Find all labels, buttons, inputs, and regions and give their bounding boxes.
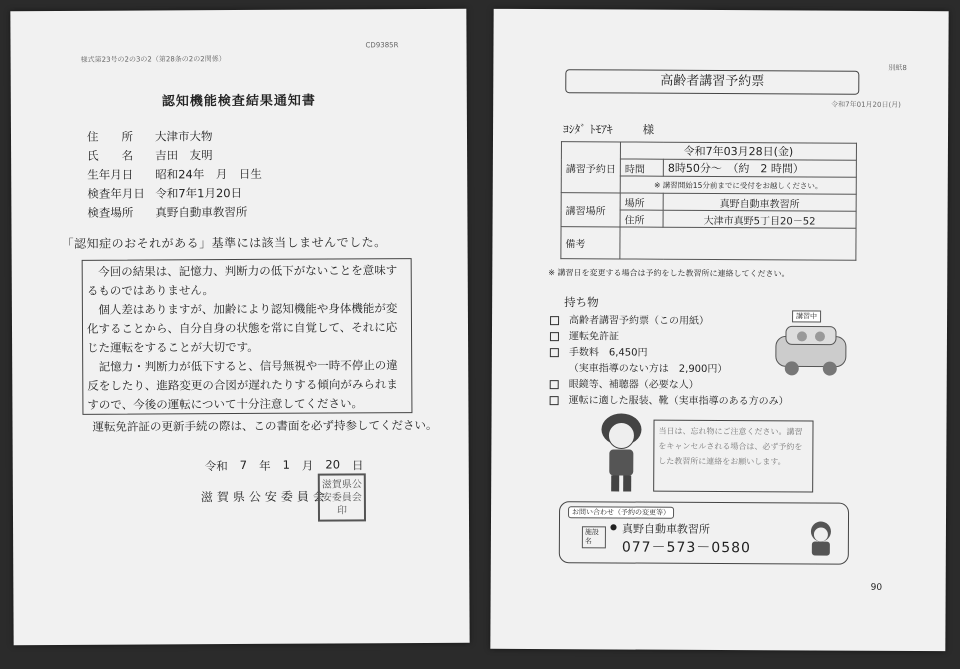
result-statement: 「認知症のおそれがある」基準には該当しませんでした。 — [61, 235, 387, 251]
checkbox — [550, 380, 559, 389]
time-value: 8時50分～ （約 2 時間） — [663, 159, 856, 177]
test-result-notice-page — [10, 9, 469, 645]
field-label: 検査年月日 — [87, 186, 145, 201]
items-list — [550, 313, 789, 410]
time-note: ※ 講習開始15分前までに受付をお越しください。 — [620, 176, 856, 194]
recipient-name: ﾖｼﾀﾞ ﾄﾓｱｷ — [563, 122, 613, 137]
remarks-value — [620, 227, 856, 260]
issue-date — [205, 457, 364, 474]
date-era: 令和 — [204, 459, 228, 474]
attachment-tag: 別紙8 — [888, 63, 907, 72]
list-item: 高齢者講習予約票（この用紙） — [550, 313, 789, 330]
mascot-small-icon — [804, 519, 838, 557]
field-value: 吉田 友明 — [155, 148, 213, 163]
checkbox — [550, 348, 559, 357]
field-row — [87, 128, 262, 148]
items-title: 持ち物 — [564, 295, 599, 310]
contact-name: 真野自動車教習所 — [621, 522, 710, 536]
address-label: 住所 — [620, 210, 663, 227]
bullet-icon: ● — [609, 522, 617, 532]
contact-title: お問い合わせ（予約の変更等） — [568, 506, 674, 519]
checkbox — [550, 316, 559, 325]
notice-paragraph: 今回の結果は、記憶力、判断力の低下がないことを意味するものではありません。 — [86, 263, 398, 298]
place-label: 講習場所 — [561, 193, 620, 227]
reserve-date: 令和7年03月28日(金) — [620, 142, 856, 160]
field-label: 検査場所 — [87, 205, 134, 220]
lecture-reservation-page — [490, 9, 948, 651]
reserve-date-label: 講習予約日 — [561, 142, 620, 193]
renewal-instruction: 運転免許証の更新手続の際は、この書面を必ず持参してください。 — [92, 417, 438, 434]
field-value: 大津市大物 — [154, 129, 213, 144]
date-month-unit: 月 — [301, 458, 314, 473]
field-value: 令和7年1月20日 — [155, 185, 243, 201]
reservation-table — [560, 141, 857, 261]
field-row — [87, 166, 262, 186]
field-value: 真野自動車教習所 — [155, 204, 248, 220]
venue-value: 真野自動車教習所 — [663, 193, 856, 211]
doc-code: CD9385R — [365, 41, 399, 50]
recipient — [563, 121, 654, 137]
field-row — [87, 204, 262, 224]
issuer: 滋賀県公安委員会 — [200, 489, 329, 505]
change-note: ※ 講習日を変更する場合は予約をした教習所に連絡してください。 — [548, 268, 790, 279]
date-day: 20 — [325, 457, 341, 472]
contact-box — [559, 501, 849, 565]
contact-label: 施設名 — [582, 526, 606, 548]
page-title: 認知機能検査結果通知書 — [161, 93, 316, 110]
list-item: 運転に適した服装、靴（実車指導のある方のみ） — [550, 393, 789, 410]
page-number: 90 — [870, 582, 883, 593]
field-label: 氏 名 — [87, 148, 134, 163]
fee-note: （実車指導のない方は 2,900円） — [568, 363, 728, 376]
date-day-unit: 日 — [351, 458, 364, 473]
remarks-label: 備考 — [561, 227, 620, 259]
checkbox — [550, 332, 559, 341]
list-item: 運転免許証 — [550, 329, 789, 346]
notice-paragraph: 個人差はありますが、加齢により認知機能や身体機能が変化することから、自分自身の状態を常に自覚して、それに応じた運転をすることが大切です。 — [86, 301, 398, 355]
field-row — [87, 185, 262, 205]
venue-label: 場所 — [620, 193, 663, 210]
date-month: 1 — [282, 457, 290, 472]
field-row — [87, 147, 262, 167]
honorific: 様 — [642, 122, 655, 137]
field-value: 昭和24年 月 日生 — [155, 166, 262, 182]
official-seal: 滋賀県公安委員会印 — [318, 473, 366, 521]
address-value: 大津市真野5丁目20－52 — [663, 210, 856, 228]
police-mascot-icon — [593, 411, 649, 493]
notice-box — [82, 258, 413, 415]
notice-paragraph: 記憶力・判断力が低下すると、信号無視や一時不停止の違反をしたり、進路変更の合図が遅れたりする傾向がみられますので、今後の運転について十分注意してください。 — [87, 358, 398, 412]
field-label: 生年月日 — [87, 167, 134, 182]
car-sign: 講習中 — [792, 310, 821, 322]
page-title: 高齢者講習予約票 — [565, 69, 859, 95]
form-code: 様式第23号の2の3の2（第28条の2の2関係） — [80, 55, 226, 64]
field-label: 住 所 — [86, 129, 134, 144]
info-fields — [87, 128, 262, 224]
list-item: 眼鏡等、補聴器（必要な人） — [550, 377, 789, 394]
contact-phone: 077－573－0580 — [621, 539, 751, 557]
date-year: 7 — [239, 457, 248, 473]
list-item: 手数料 6,450円 — [550, 345, 789, 362]
date-year-unit: 年 — [259, 458, 271, 473]
issue-date: 令和7年01月20日(月) — [831, 100, 901, 109]
time-label: 時間 — [620, 159, 663, 176]
reminder-box: 当日は、忘れ物にご注意ください。講習をキャンセルされる場合は、必ず予約をした教習所に連絡をお願いします。 — [653, 420, 813, 493]
checkbox — [550, 396, 559, 405]
